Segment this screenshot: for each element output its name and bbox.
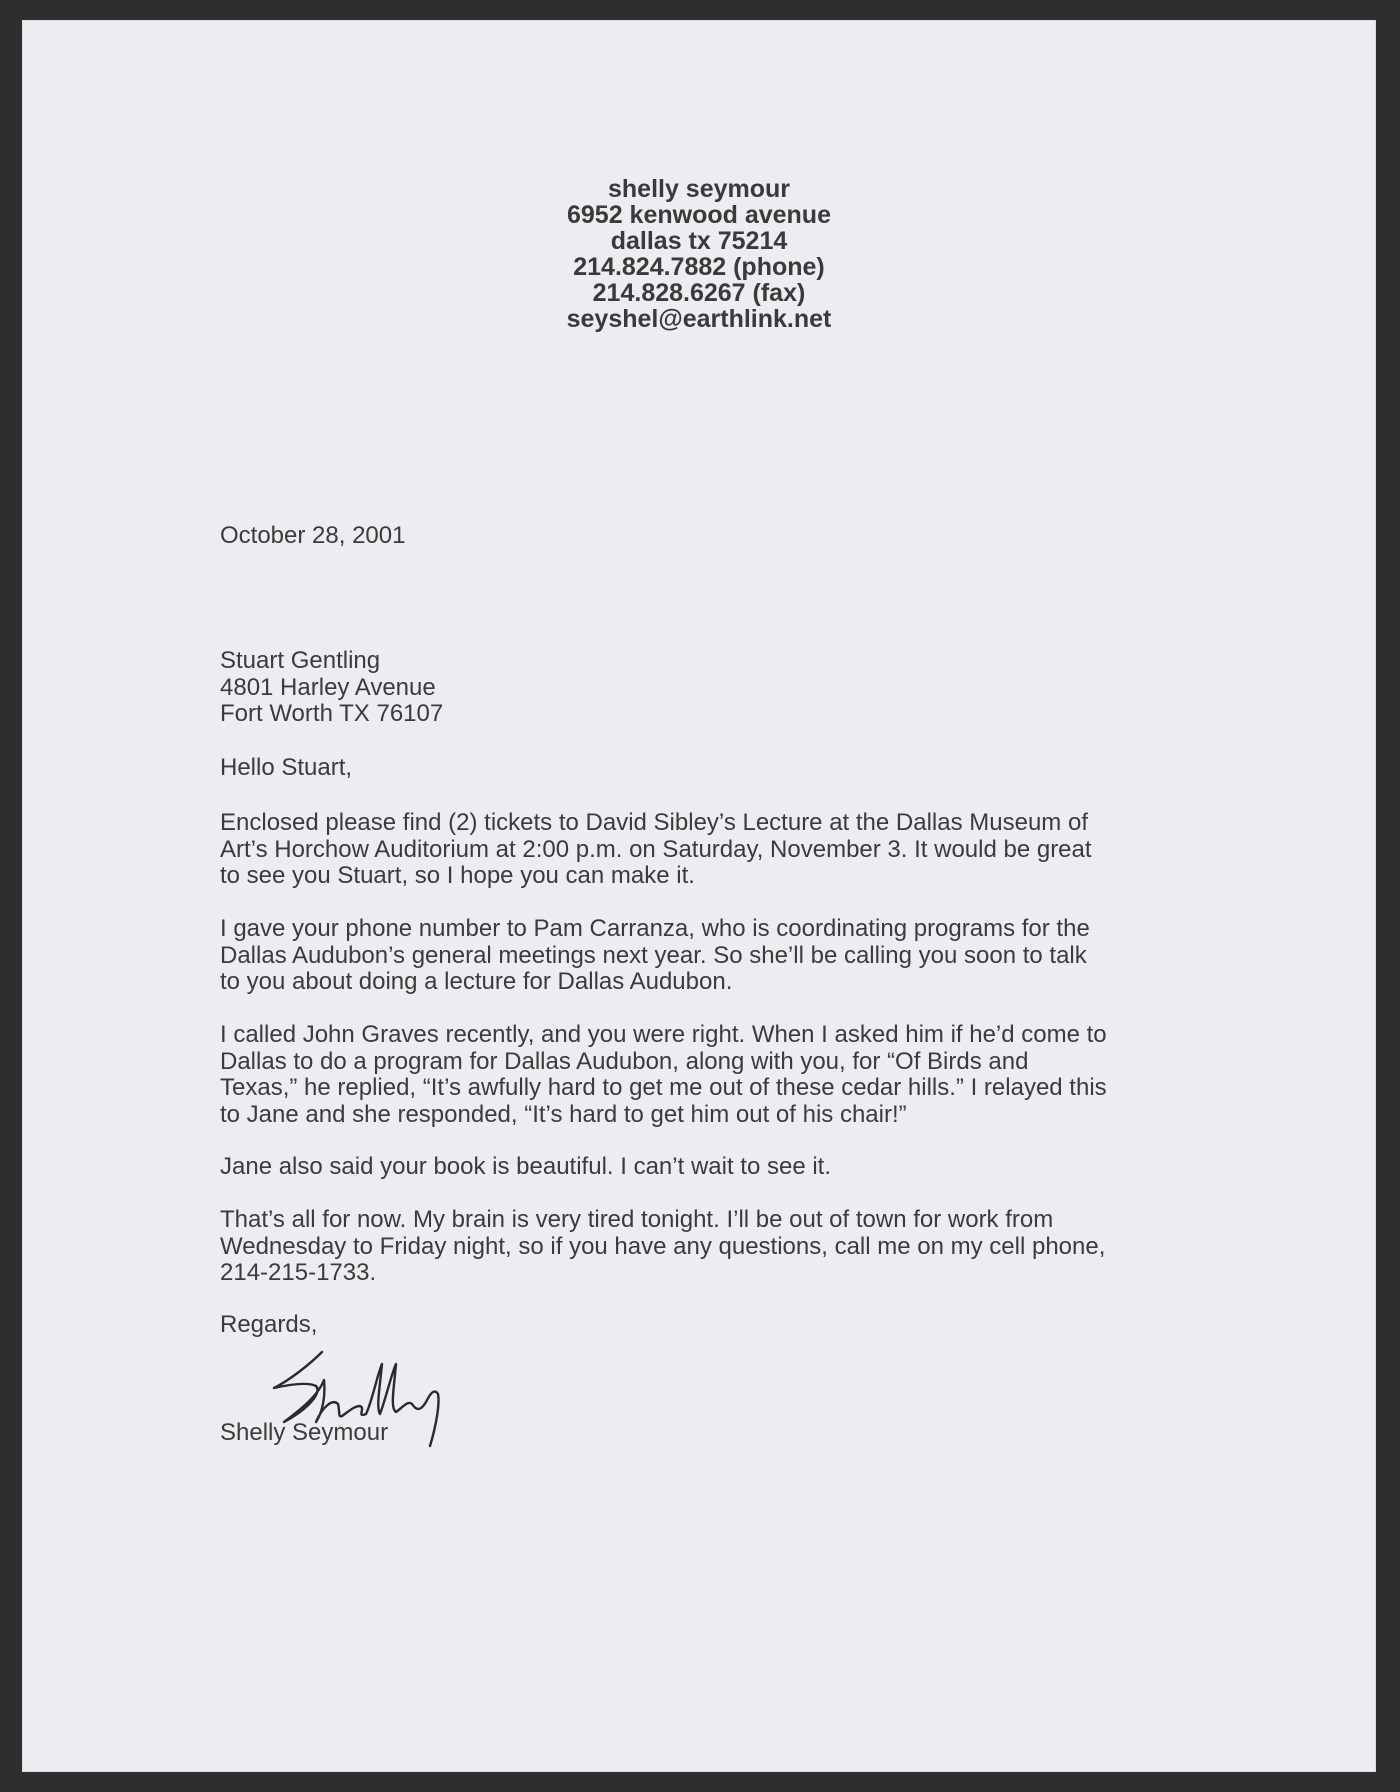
letter-page [22,20,1376,1772]
sender-phone: 214.824.7882 (phone) [573,253,825,281]
paragraph-phone-number [220,916,1220,996]
paragraph-book [220,1154,1220,1181]
recipient-address [220,648,1220,728]
paragraph-line: Texas,” he replied, “It’s awfully hard to get me out of these cedar hills.” I relayed this [220,1074,1107,1101]
paragraph-line: to you about doing a lecture for Dallas Audubon. [220,968,733,995]
paragraph-line: to see you Stuart, so I hope you can make it. [220,862,695,889]
recipient-street: 4801 Harley Avenue [220,673,436,701]
paragraph-line: Art’s Horchow Auditorium at 2:00 p.m. on Saturday, November 3. It would be great [220,835,1092,863]
paragraph-line: to Jane and she responded, “It’s hard to get him out of his chair!” [220,1100,907,1128]
paragraph-line: Jane also said your book is beautiful. I can’t wait to see it. [220,1153,832,1180]
paragraph-line: That’s all for now. My brain is very tired tonight. I’ll be out of town for work from [220,1206,1054,1233]
salutation: Hello Stuart, [220,754,353,781]
paragraph-line: 214-215-1733. [220,1259,377,1286]
sender-fax: 214.828.6267 (fax) [592,279,806,307]
closing: Regards, [220,1311,318,1338]
paragraph-line: Wednesday to Friday night, so if you have any questions, call me on my cell phone, [220,1232,1106,1260]
recipient-city: Fort Worth TX 76107 [220,700,444,727]
sender-name: shelly seymour [607,175,791,203]
paragraph-line: Dallas Audubon’s general meetings next year. So she’ll be calling you soon to talk [220,941,1087,969]
sender-city: dallas tx 75214 [610,227,788,255]
letterhead [22,176,1376,332]
paragraph-line: I called John Graves recently, and you were right. When I asked him if he’d come to [220,1021,1107,1048]
paragraph-line: I gave your phone number to Pam Carranza, who is coordinating programs for the [220,915,1090,942]
paragraph-tickets [220,810,1220,890]
signature-name: Shelly Seymour [220,1419,389,1446]
recipient-name: Stuart Gentling [220,647,381,674]
letter-date: October 28, 2001 [220,522,406,549]
sender-street: 6952 kenwood avenue [566,201,831,229]
paragraph-john-graves [220,1022,1220,1128]
paragraph-line: Dallas to do a program for Dallas Audubon, along with you, for “Of Birds and [220,1047,1029,1075]
paragraph-closing-note [220,1207,1220,1287]
sender-email: seyshel@earthlink.net [566,305,832,333]
paragraph-line: Enclosed please find (2) tickets to David Sibley’s Lecture at the Dallas Museum of [220,809,1088,836]
